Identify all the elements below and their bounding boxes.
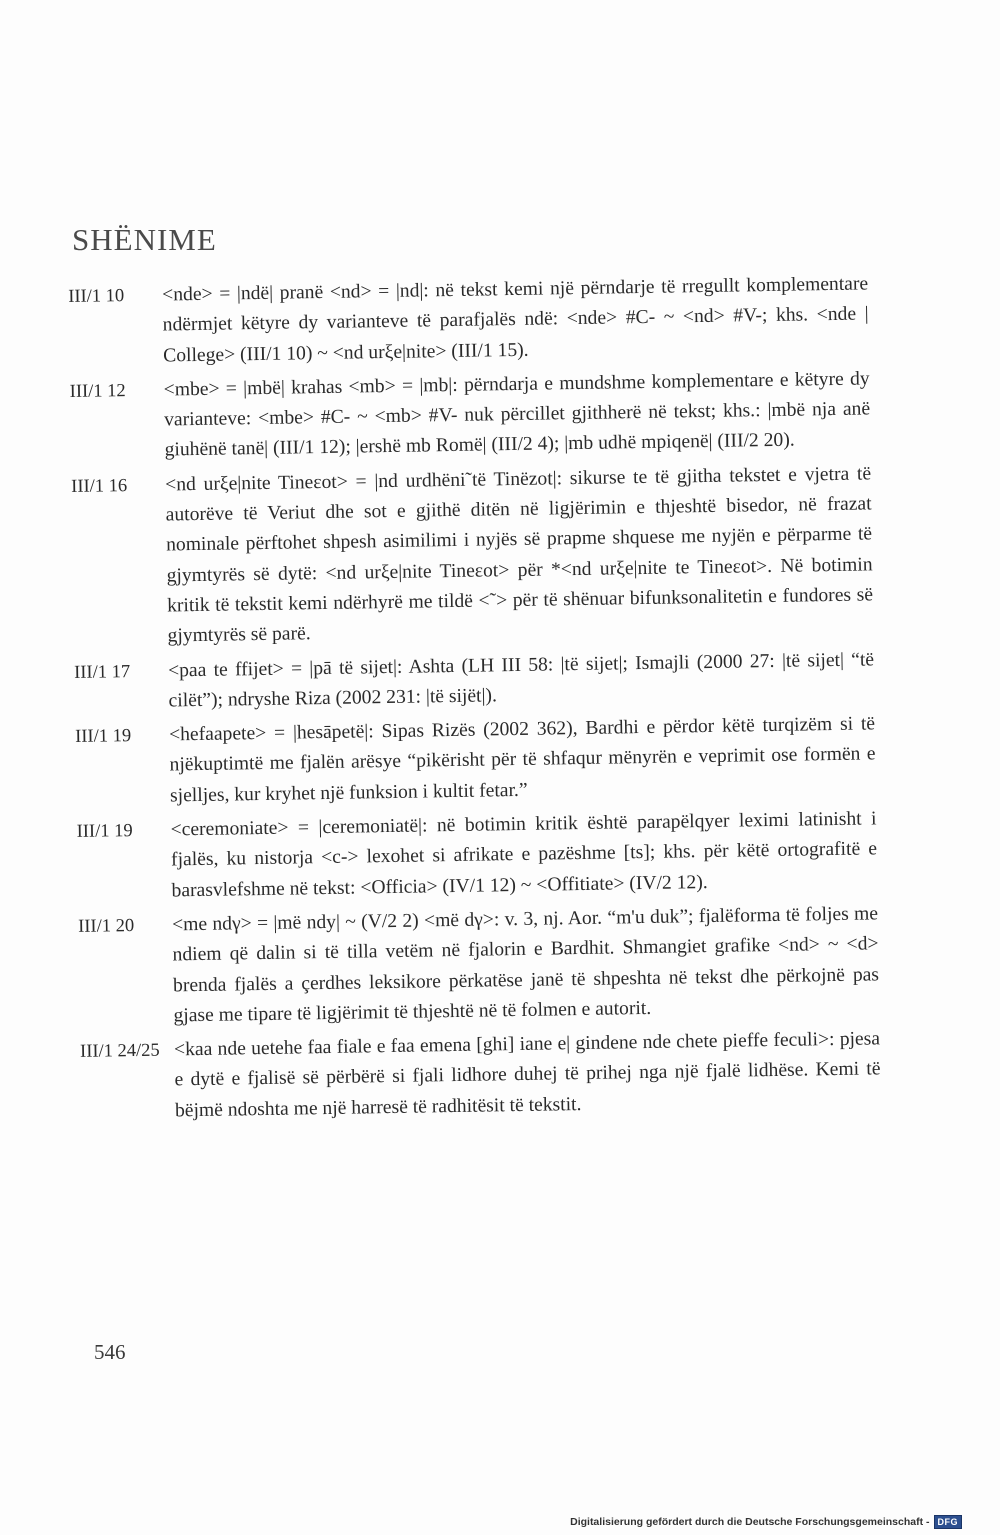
note-item — [75, 710, 876, 813]
note-reference: III/1 24/25 — [79, 1040, 160, 1063]
note-item — [78, 899, 880, 1033]
note-item — [76, 804, 877, 907]
note-item — [69, 364, 870, 467]
note-reference: III/1 12 — [69, 380, 126, 402]
note-item — [68, 269, 869, 372]
page-number: 546 — [94, 1340, 126, 1364]
note-text: <ceremoniate> = |ceremoniatë|: në botimin kritik është parapëlqyer leximi latinisht i fjalës, ku nistorja <c-> lexohet si afrikate e pazëshme [ts]; khs. për këtë ortografitë e barasvlefshme në tekst: <Officia> (IV/1 12) ~ <Offitiate> (IV/2 12). — [170, 808, 878, 902]
note-text: <kaa nde uetehe faa fiale e faa emena [ghi] iane e| gindene nde chete pieffe feculi>: pjesa e dytë e fjalisë së përbërë si fjali lidhore duhej të prihej nga një fjalë lidhëse. Kemi të bëjmë ndoshta me një harresë të radhitësit të tekstit. — [173, 1028, 881, 1122]
note-item — [74, 645, 875, 718]
note-reference: III/1 20 — [77, 915, 135, 937]
note-reference: III/1 19 — [74, 726, 132, 748]
note-text: <hefaapete> = |hesāpetë|: Sipas Rizës (2002 362), Bardhi e përdor këtë turqizëm si të njëkuptimtë me fjalën arësye “pikërisht për të shfaqur mënyrën e veprimit ose formën e sjelljes, kur kryhet një funksion i kultit fetar.” — [168, 713, 876, 807]
note-text: <nd urξe|nite Tineεot> = |nd urdhëni˜të Tinëzot|: sikurse te të gjitha tekstet e vjetra të autorëve të Veriut dhe sot e gjithë ditën në ligjërimin e thjeshtë bisedor, në frazat nominale përftohet shpesh asimilimi i nyjës së prapme shquese me nyjën e përparme të gjymtyrës së dytë: <nd urξe|nite Tineεot> për *<nd urξe|nite te Tineεot>. Në botimin kritik të tekstit kemi ndërhyrë me tildë <˜> për të shënuar bifunksonalitetin e fundores së gjymtyrës së parë. — [165, 463, 874, 647]
footer-credit-text: Digitalisierung gefördert durch die Deutsche Forschungsgemeinschaft - — [570, 1516, 930, 1528]
note-text: <paa te ffijet> = |pā të sijet|: Ashta (LH III 58: |të sijet|; Ismajli (2000 27: |të sijet| “të cilët”); ndryshe Riza (2002 231: |të sijët|). — [167, 648, 875, 712]
note-reference: III/1 10 — [68, 286, 125, 307]
footer-credit — [570, 1515, 962, 1529]
note-reference: III/1 17 — [73, 661, 131, 683]
note-item — [80, 1024, 881, 1127]
note-reference: III/1 16 — [71, 475, 128, 497]
note-text: <mbe> = |mbë| krahas <mb> = |mb|: përndarja e mundshme komplementare e këtyre dy varianteve: <mbe> #C- ~ <mb> #V- nuk përcillet gjithherë në tekst; khs.: |mbë nja anë giuhënë tanë| (III/1 12); |ershë mb Romë| (III/2 4); |mb udhë mpiqenë| (III/2 20). — [163, 368, 871, 461]
note-text: <nde> = |ndë| pranë <nd> = |nd|: në tekst kemi një përndarje të rregullt komplementare ndërmjet këtyre dy varianteve të parafjalës ndë: <nde> #C- ~ <nd> #V-; khs. <nde | College> (III/1 10) ~ <nd urξe|nite> (III/1 15). — [162, 273, 869, 367]
note-reference: III/1 19 — [76, 821, 133, 842]
note-text: <me ndγ> = |më ndy| ~ (V/2 2) <më dγ>: v. 3, nj. Aor. “m'u duk”; fjalëforma të foljes me ndiem që dalin si të tilla vetëm në fjalorin e Bardhit. Shmangiet grafike <nd> ~ <d> brenda fjalës a çerdhes leksikore përkatëse janë të shpeshta në tekst dhe përkojnë pas gjase me tipare të ligjërimit të thjeshtë në të folmen e autorit. — [171, 903, 880, 1027]
note-item — [71, 459, 874, 653]
section-heading: SHËNIME — [72, 222, 217, 257]
notes-list — [68, 269, 881, 1131]
dfg-logo-icon: DFG — [934, 1515, 963, 1529]
